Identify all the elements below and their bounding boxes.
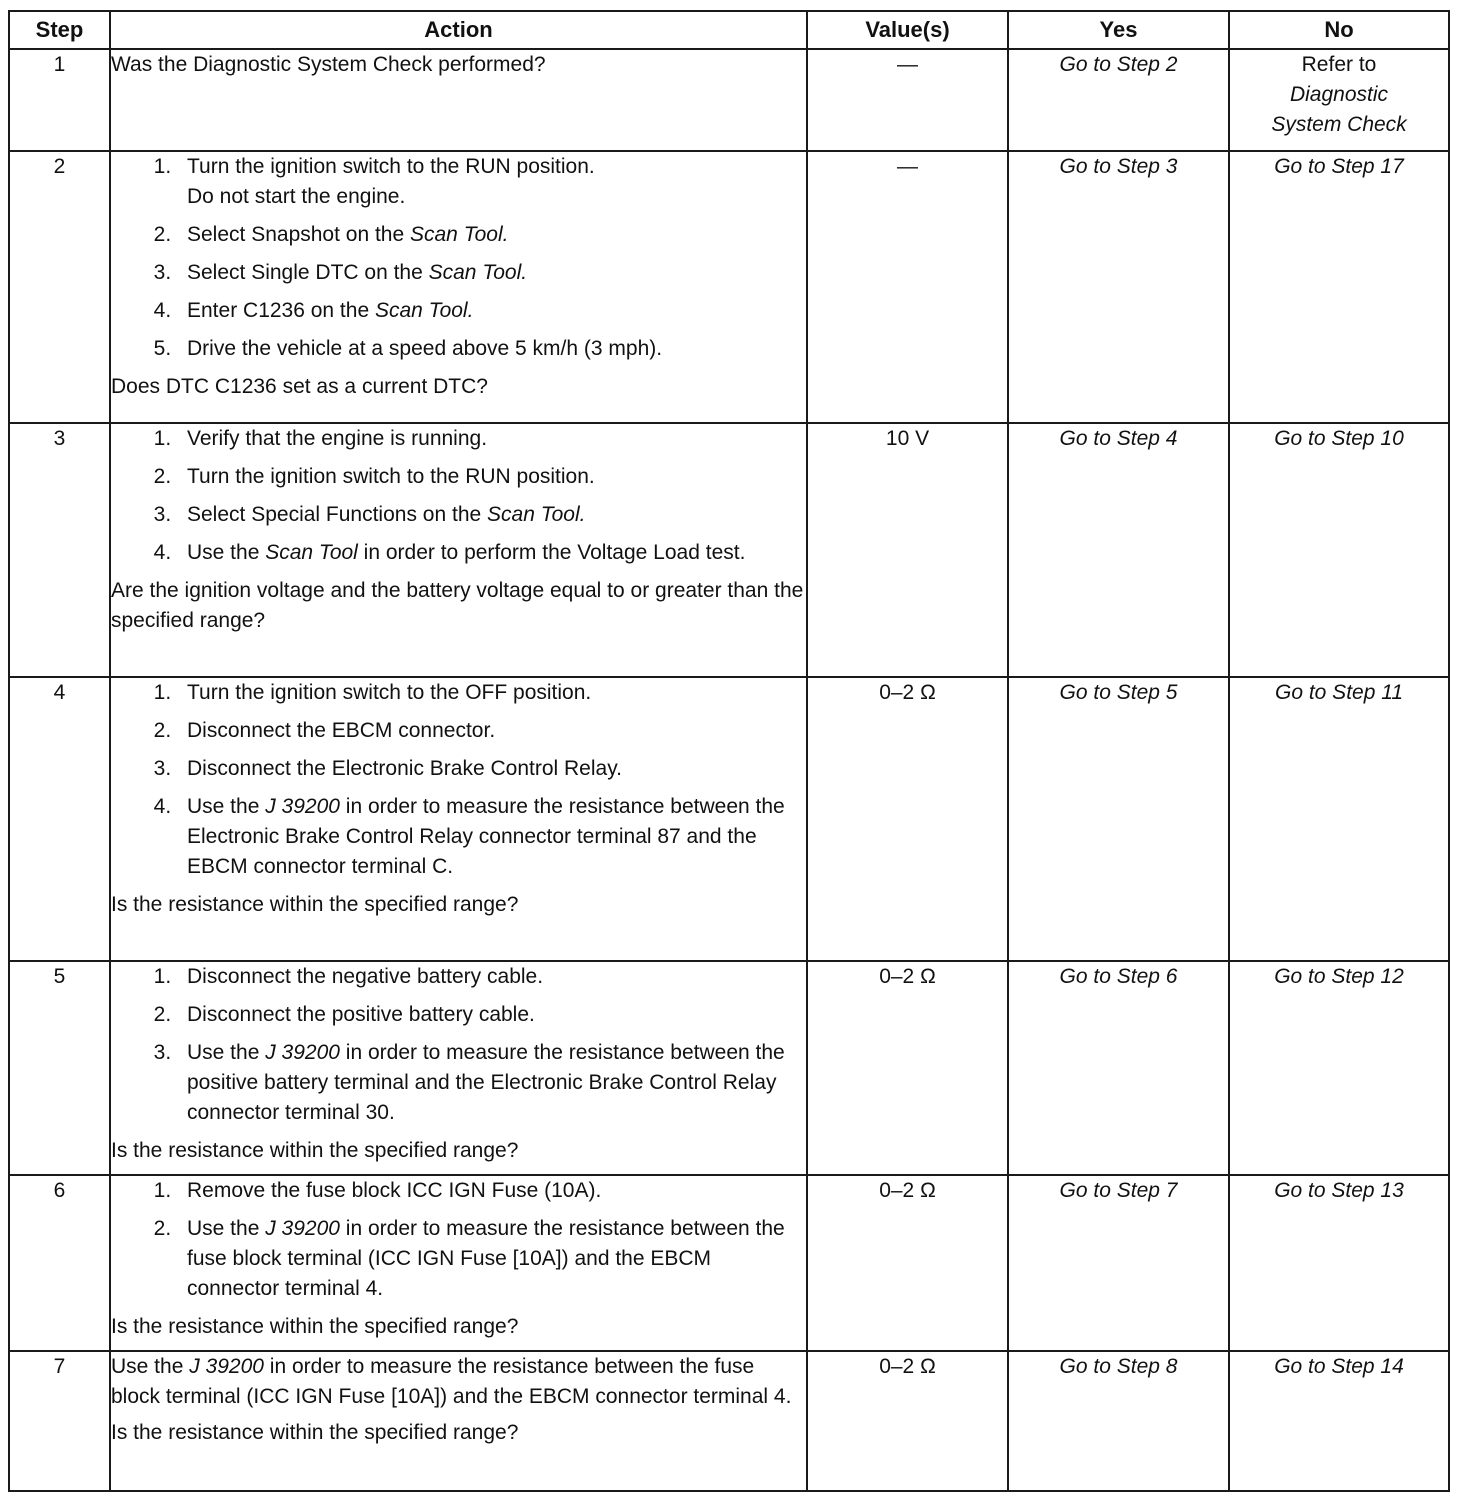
list-item: 2. Use the J 39200 in order to measure the resistance between the fuse block terminal (ICC IGN Fuse [10A]) and the EBCM connector terminal 4. xyxy=(177,1214,806,1304)
action-cell xyxy=(110,423,807,677)
no-link[interactable]: Go to Step 10 xyxy=(1229,423,1449,677)
list-item: 5. Drive the vehicle at a speed above 5 km/h (3 mph). xyxy=(177,334,806,364)
tool-name: Scan Tool. xyxy=(410,223,509,246)
yes-link[interactable]: Go to Step 6 xyxy=(1008,961,1229,1175)
value-cell: 0–2 Ω xyxy=(807,1351,1008,1491)
list-item: 3. Disconnect the Electronic Brake Control Relay. xyxy=(177,754,806,784)
action-cell xyxy=(110,961,807,1175)
header-values: Value(s) xyxy=(807,11,1008,49)
value-cell: 0–2 Ω xyxy=(807,961,1008,1175)
list-item: 1. Verify that the engine is running. xyxy=(177,424,806,454)
action-cell xyxy=(110,1351,807,1491)
table-row-step-6 xyxy=(9,1175,1449,1351)
header-no: No xyxy=(1229,11,1449,49)
action-list xyxy=(111,962,806,1128)
action-paragraph: Use the J 39200 in order to measure the resistance between the fuse block terminal (ICC IGN Fuse [10A]) and the EBCM connector terminal 4. xyxy=(111,1355,792,1408)
no-link[interactable]: Go to Step 14 xyxy=(1229,1351,1449,1491)
action-question: Is the resistance within the specified range? xyxy=(111,1315,519,1338)
tool-name: J 39200 xyxy=(189,1355,264,1378)
list-item: 4. Use the Scan Tool in order to perform the Voltage Load test. xyxy=(177,538,806,568)
step-number: 3 xyxy=(9,423,110,677)
list-item: 1. Turn the ignition switch to the OFF position. xyxy=(177,678,806,708)
header-step: Step xyxy=(9,11,110,49)
action-list xyxy=(111,1176,806,1304)
list-item: 3. Select Special Functions on the Scan Tool. xyxy=(177,500,806,530)
no-link[interactable] xyxy=(1229,49,1449,151)
tool-name: Scan Tool xyxy=(265,541,358,564)
no-refer-target: Diagnostic xyxy=(1289,83,1389,106)
yes-link[interactable]: Go to Step 8 xyxy=(1008,1351,1229,1491)
no-link[interactable]: Go to Step 12 xyxy=(1229,961,1449,1175)
no-link[interactable]: Go to Step 11 xyxy=(1229,677,1449,961)
tool-name: Scan Tool. xyxy=(374,299,474,322)
value-cell: — xyxy=(807,49,1008,151)
list-item-note: Do not start the engine. xyxy=(187,185,406,208)
action-question: Is the resistance within the specified range? xyxy=(111,1421,519,1444)
value-cell: — xyxy=(807,151,1008,423)
header-action: Action xyxy=(110,11,807,49)
step-number: 1 xyxy=(9,49,110,151)
list-item: 4. Enter C1236 on the Scan Tool. xyxy=(177,296,806,326)
value-cell: 0–2 Ω xyxy=(807,677,1008,961)
step-number: 4 xyxy=(9,677,110,961)
yes-link[interactable]: Go to Step 4 xyxy=(1008,423,1229,677)
action-list xyxy=(111,678,806,882)
table-row-step-2 xyxy=(9,151,1449,423)
table-row-step-4 xyxy=(9,677,1449,961)
value-cell: 0–2 Ω xyxy=(807,1175,1008,1351)
action-question: Does DTC C1236 set as a current DTC? xyxy=(111,375,488,398)
list-item: 1. Remove the fuse block ICC IGN Fuse (10A). xyxy=(177,1176,806,1206)
no-refer-target-cont: System Check xyxy=(1271,113,1407,136)
yes-link[interactable]: Go to Step 2 xyxy=(1008,49,1229,151)
list-item: 1. Disconnect the negative battery cable. xyxy=(177,962,806,992)
list-item: 4. Use the J 39200 in order to measure the resistance between the Electronic Brake Control Relay connector terminal 87 and the EBCM connector terminal C. xyxy=(177,792,806,882)
tool-name: Scan Tool. xyxy=(428,261,528,284)
list-item: 2. Select Snapshot on the Scan Tool. xyxy=(177,220,806,250)
action-list xyxy=(111,152,806,364)
action-cell xyxy=(110,49,807,151)
action-list xyxy=(111,424,806,568)
step-number: 6 xyxy=(9,1175,110,1351)
yes-link[interactable]: Go to Step 5 xyxy=(1008,677,1229,961)
table-row-step-7 xyxy=(9,1351,1449,1491)
no-refer-text: Refer to xyxy=(1301,53,1377,76)
list-item: 1. Turn the ignition switch to the RUN position. Do not start the engine. xyxy=(177,152,806,212)
action-question: Is the resistance within the specified range? xyxy=(111,1139,519,1162)
tool-name: J 39200 xyxy=(265,1217,340,1240)
tool-name: J 39200 xyxy=(265,795,340,818)
tool-name: J 39200 xyxy=(265,1041,340,1064)
action-question: Is the resistance within the specified range? xyxy=(111,893,519,916)
table-row-step-5 xyxy=(9,961,1449,1175)
header-row xyxy=(9,11,1449,49)
no-link[interactable]: Go to Step 17 xyxy=(1229,151,1449,423)
no-link[interactable]: Go to Step 13 xyxy=(1229,1175,1449,1351)
step-number: 7 xyxy=(9,1351,110,1491)
step-number: 5 xyxy=(9,961,110,1175)
list-item: 2. Disconnect the EBCM connector. xyxy=(177,716,806,746)
header-yes: Yes xyxy=(1008,11,1229,49)
value-cell: 10 V xyxy=(807,423,1008,677)
yes-link[interactable]: Go to Step 7 xyxy=(1008,1175,1229,1351)
yes-link[interactable]: Go to Step 3 xyxy=(1008,151,1229,423)
action-cell xyxy=(110,677,807,961)
list-item: 2. Turn the ignition switch to the RUN position. xyxy=(177,462,806,492)
action-cell xyxy=(110,151,807,423)
list-item: 3. Select Single DTC on the Scan Tool. xyxy=(177,258,806,288)
tool-name: Scan Tool. xyxy=(487,503,586,526)
list-item: 3. Use the J 39200 in order to measure the resistance between the positive battery terminal and the Electronic Brake Control Relay connector terminal 30. xyxy=(177,1038,806,1128)
table-row-step-3 xyxy=(9,423,1449,677)
action-cell xyxy=(110,1175,807,1351)
action-question: Are the ignition voltage and the battery voltage equal to or greater than the specified range? xyxy=(111,579,804,632)
action-question: Was the Diagnostic System Check performed? xyxy=(111,53,546,76)
diagnostic-table xyxy=(8,10,1450,1492)
table-row-step-1 xyxy=(9,49,1449,151)
step-number: 2 xyxy=(9,151,110,423)
list-item: 2. Disconnect the positive battery cable. xyxy=(177,1000,806,1030)
